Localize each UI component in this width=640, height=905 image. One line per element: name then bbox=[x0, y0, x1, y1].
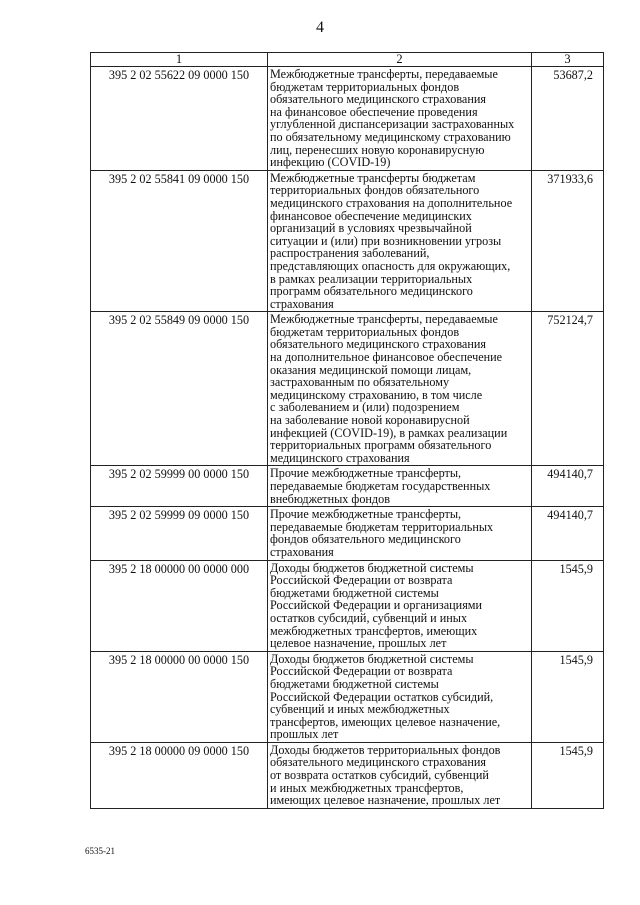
revenue-description bbox=[268, 560, 532, 651]
description-line: бюджетам территориальных фондов bbox=[270, 79, 460, 94]
description-line: Российской Федерации остатков субсидий, bbox=[270, 689, 494, 704]
amount-value: 752124,7 bbox=[532, 312, 604, 466]
column-header-1: 1 bbox=[91, 53, 268, 67]
description-line: программ обязательного медицинского bbox=[270, 284, 473, 299]
table-row bbox=[91, 170, 604, 312]
column-header-3: 3 bbox=[532, 53, 604, 67]
description-line: на дополнительное финансовое обеспечение bbox=[270, 350, 503, 365]
budget-classification-code: 395 2 18 00000 00 0000 150 bbox=[91, 651, 268, 742]
description-line: Прочие межбюджетные трансферты, bbox=[270, 507, 462, 522]
revenue-description bbox=[268, 466, 532, 507]
description-line: Доходы бюджетов бюджетной системы bbox=[270, 651, 474, 666]
budget-classification-code: 395 2 02 55622 09 0000 150 bbox=[91, 67, 268, 171]
amount-value: 494140,7 bbox=[532, 507, 604, 560]
budget-classification-code: 395 2 02 55849 09 0000 150 bbox=[91, 312, 268, 466]
table-row bbox=[91, 560, 604, 651]
description-line: углубленной диспансеризации застрахованных bbox=[270, 117, 515, 132]
description-line: инфекцией (COVID-19), в рамках реализации bbox=[270, 425, 508, 440]
amount-value: 371933,6 bbox=[532, 170, 604, 312]
description-line: внебюджетных фондов bbox=[270, 491, 390, 506]
description-line: фондов обязательного медицинского bbox=[270, 532, 461, 547]
amount-value: 53687,2 bbox=[532, 67, 604, 171]
revenue-description bbox=[268, 507, 532, 560]
description-line: Доходы бюджетов бюджетной системы bbox=[270, 560, 474, 575]
description-line: и иных межбюджетных трансфертов, bbox=[270, 780, 464, 795]
amount-value: 1545,9 bbox=[532, 560, 604, 651]
table-row bbox=[91, 651, 604, 742]
description-line: целевое назначение, прошлых лет bbox=[270, 636, 447, 651]
description-line: инфекцию (COVID-19) bbox=[270, 155, 391, 170]
budget-classification-code: 395 2 18 00000 00 0000 000 bbox=[91, 560, 268, 651]
budget-classification-code: 395 2 18 00000 09 0000 150 bbox=[91, 742, 268, 808]
budget-classification-code: 395 2 02 55841 09 0000 150 bbox=[91, 170, 268, 312]
description-line: территориальных программ обязательного bbox=[270, 438, 492, 453]
table-row bbox=[91, 507, 604, 560]
description-line: Прочие межбюджетные трансферты, bbox=[270, 466, 462, 481]
budget-classification-code: 395 2 02 59999 09 0000 150 bbox=[91, 507, 268, 560]
description-line: на заболевание новой коронавирусной bbox=[270, 413, 470, 428]
description-line: Межбюджетные трансферты, передаваемые bbox=[270, 67, 498, 81]
description-line: медицинскому страхованию, в том числе bbox=[270, 387, 483, 402]
column-header-2: 2 bbox=[268, 53, 532, 67]
amount-value: 494140,7 bbox=[532, 466, 604, 507]
description-line: на финансовое обеспечение проведения bbox=[270, 104, 478, 119]
table-row bbox=[91, 67, 604, 171]
description-line: Российской Федерации от возврата bbox=[270, 573, 453, 588]
description-line: бюджетами бюджетной системы bbox=[270, 676, 439, 691]
description-line: в рамках реализации территориальных bbox=[270, 271, 473, 286]
description-line: субвенций и иных межбюджетных bbox=[270, 702, 450, 717]
description-line: трансфертов, имеющих целевое назначение, bbox=[270, 714, 501, 729]
description-line: Российской Федерации и организациями bbox=[270, 598, 483, 613]
description-line: имеющих целевое назначение, прошлых лет bbox=[270, 793, 501, 808]
description-line: медицинского страхования на дополнительное bbox=[270, 195, 513, 210]
description-line: лиц, перенесших новую коронавирусную bbox=[270, 142, 485, 157]
description-line: Российской Федерации от возврата bbox=[270, 664, 453, 679]
description-line: обязательного медицинского страхования bbox=[270, 755, 486, 770]
revenue-table bbox=[90, 52, 604, 809]
description-line: страхования bbox=[270, 296, 334, 311]
description-line: ситуации и (или) при возникновении угрозы bbox=[270, 233, 502, 248]
description-line: бюджетами бюджетной системы bbox=[270, 585, 439, 600]
page-number: 4 bbox=[316, 19, 324, 36]
revenue-description bbox=[268, 312, 532, 466]
description-line: остатков субсидий, субвенций и иных bbox=[270, 610, 468, 625]
description-line: представляющих опасность для окружающих, bbox=[270, 258, 511, 273]
document-footer-code: 6535-21 bbox=[85, 846, 115, 856]
description-line: организаций в условиях чрезвычайной bbox=[270, 221, 472, 236]
description-line: бюджетам территориальных фондов bbox=[270, 324, 460, 339]
table-row bbox=[91, 312, 604, 466]
table-row bbox=[91, 466, 604, 507]
description-line: Межбюджетные трансферты бюджетам bbox=[270, 170, 476, 185]
description-line: передаваемые бюджетам государственных bbox=[270, 479, 491, 493]
revenue-description bbox=[268, 67, 532, 171]
amount-value: 1545,9 bbox=[532, 742, 604, 808]
description-line: финансовое обеспечение медицинских bbox=[270, 208, 472, 223]
description-line: распространения заболеваний, bbox=[270, 246, 430, 261]
description-line: оказания медицинской помощи лицам, bbox=[270, 362, 472, 377]
revenue-description bbox=[268, 651, 532, 742]
description-line: Доходы бюджетов территориальных фондов bbox=[270, 742, 501, 757]
description-line: обязательного медицинского страхования bbox=[270, 92, 486, 107]
table-row bbox=[91, 742, 604, 808]
table-header-row bbox=[91, 53, 604, 67]
description-line: межбюджетных трансфертов, имеющих bbox=[270, 623, 478, 638]
revenue-description bbox=[268, 170, 532, 312]
description-line: передаваемые бюджетам территориальных bbox=[270, 519, 494, 534]
table-body bbox=[91, 67, 604, 809]
description-line: страхования bbox=[270, 544, 334, 559]
description-line: территориальных фондов обязательного bbox=[270, 183, 480, 198]
description-line: обязательного медицинского страхования bbox=[270, 337, 486, 352]
description-line: медицинского страхования bbox=[270, 450, 410, 465]
description-line: застрахованным по обязательному bbox=[270, 375, 450, 390]
description-line: по обязательному медицинскому страхованию bbox=[270, 129, 511, 144]
description-line: Межбюджетные трансферты, передаваемые bbox=[270, 312, 498, 327]
description-line: с заболеванием и (или) подозрением bbox=[270, 400, 460, 415]
budget-classification-code: 395 2 02 59999 00 0000 150 bbox=[91, 466, 268, 507]
amount-value: 1545,9 bbox=[532, 651, 604, 742]
description-line: прошлых лет bbox=[270, 727, 339, 742]
description-line: от возврата остатков субсидий, субвенций bbox=[270, 768, 489, 783]
revenue-description bbox=[268, 742, 532, 808]
